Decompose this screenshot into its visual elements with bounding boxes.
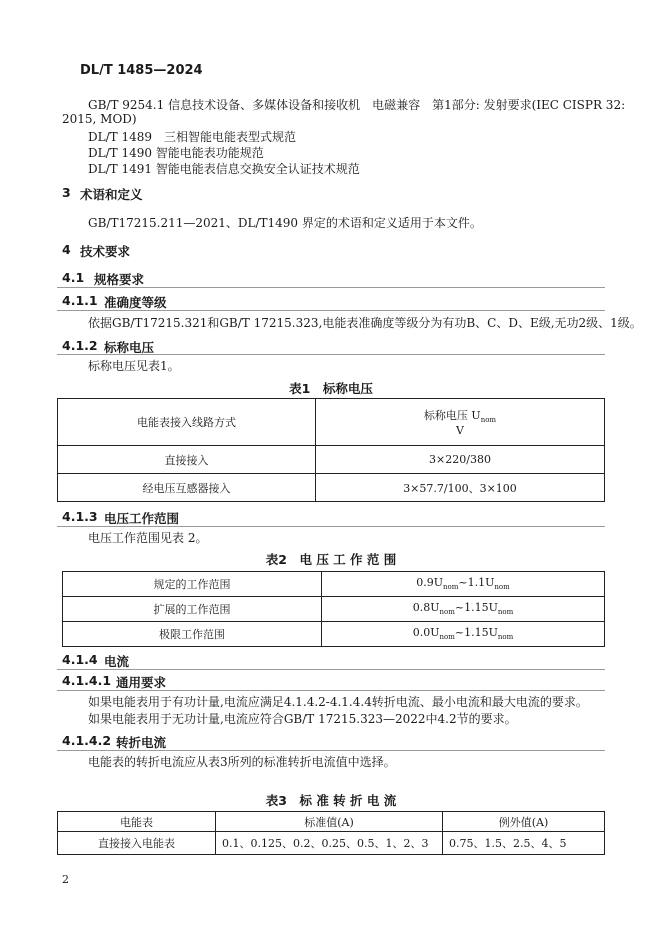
section-4-1-4-1-body-2: 如果电能表用于无功计量,电流应符合GB/T 17215.323—2022中4.2节的要求。 <box>88 712 517 726</box>
table-2-cell-range-name: 扩展的工作范围 <box>63 597 322 622</box>
section-3-number: 3 <box>62 185 71 200</box>
section-rule <box>57 287 605 288</box>
section-4-1-4-1-number: 4.1.4.1 <box>62 673 112 688</box>
reference-gbt9254-line2: 2015, MOD) <box>62 112 137 126</box>
section-4-1-2-body: 标称电压见表1。 <box>88 359 180 373</box>
section-3-body: GB/T17215.211—2021、DL/T1490 界定的术语和定义适用于本文件。 <box>88 216 482 230</box>
table-2 <box>62 571 605 647</box>
section-4-1-2-number: 4.1.2 <box>62 338 98 353</box>
section-4-1-title: 规格要求 <box>94 272 145 287</box>
section-rule <box>57 750 605 751</box>
table-3-cell-standard: 0.1、0.125、0.2、0.25、0.5、1、2、3 <box>216 832 443 855</box>
section-rule <box>57 310 605 311</box>
section-4-1-2-title: 标称电压 <box>104 340 155 355</box>
section-4-title: 技术要求 <box>80 244 131 259</box>
section-rule <box>57 354 605 355</box>
table-2-caption: 表2 电 压 工 作 范 围 <box>265 552 397 567</box>
table-3-header-standard: 标准值(A) <box>216 812 443 832</box>
section-rule <box>57 669 605 670</box>
section-4-1-1-number: 4.1.1 <box>62 293 98 308</box>
table-1-cell-voltage: 3×220/380 <box>316 446 605 474</box>
table-3-caption: 表3 标 准 转 折 电 流 <box>265 793 397 808</box>
reference-dlt1491: DL/T 1491 智能电能表信息交换安全认证技术规范 <box>88 162 360 176</box>
table-2-cell-range-name: 极限工作范围 <box>63 622 322 647</box>
table-1-cell-mode: 经电压互感器接入 <box>58 474 316 502</box>
section-4-1-4-1-title: 通用要求 <box>116 675 167 690</box>
section-rule <box>57 526 605 527</box>
table-1-cell-voltage: 3×57.7/100、3×100 <box>316 474 605 502</box>
section-4-1-3-number: 4.1.3 <box>62 509 98 524</box>
section-4-1-4-1-body-1: 如果电能表用于有功计量,电流应满足4.1.4.2-4.1.4.4转折电流、最小电流和最大电流的要求。 <box>88 695 588 709</box>
table-2-cell-range-value: $0.0U_{nom}\sim 1.15U_{nom}$ <box>322 622 605 647</box>
table-3-cell-exception: 0.75、1.5、2.5、4、5 <box>443 832 605 855</box>
reference-dlt1490: DL/T 1490 智能电能表功能规范 <box>88 146 264 160</box>
table-1-header-unit: V <box>456 424 464 438</box>
section-4-1-1-title: 准确度等级 <box>104 295 167 310</box>
reference-dlt1489: DL/T 1489 三相智能电能表型式规范 <box>88 130 296 144</box>
page-number: 2 <box>62 873 69 886</box>
table-3 <box>57 811 605 855</box>
table-1-caption: 表1 标称电压 <box>289 381 373 396</box>
section-4-1-number: 4.1 <box>62 270 85 285</box>
section-4-1-4-2-number: 4.1.4.2 <box>62 733 112 748</box>
section-4-number: 4 <box>62 242 71 257</box>
section-4-1-4-number: 4.1.4 <box>62 652 98 667</box>
table-1-cell-mode: 直接接入 <box>58 446 316 474</box>
section-rule <box>57 690 605 691</box>
table-1-header-voltage-sub: nom <box>480 416 497 425</box>
section-4-1-3-body: 电压工作范围见表 2。 <box>88 531 208 545</box>
section-4-1-4-2-title: 转折电流 <box>116 735 167 750</box>
section-4-1-4-2-body: 电能表的转折电流应从表3所列的标准转折电流值中选择。 <box>88 755 396 769</box>
table-1-header-voltage <box>316 399 605 446</box>
table-2-cell-range-name: 规定的工作范围 <box>63 572 322 597</box>
table-3-header-meter: 电能表 <box>58 812 216 832</box>
table-1-header-mode: 电能表接入线路方式 <box>58 399 316 446</box>
table-2-cell-range-value: $0.8U_{nom}\sim 1.15U_{nom}$ <box>322 597 605 622</box>
reference-gbt9254-line1: GB/T 9254.1 信息技术设备、多媒体设备和接收机 电磁兼容 第1部分: 发射要求(IEC CISPR 32: <box>88 98 626 112</box>
section-4-1-4-title: 电流 <box>104 654 130 669</box>
table-3-cell-meter: 直接接入电能表 <box>58 832 216 855</box>
section-3-title: 术语和定义 <box>80 187 143 202</box>
document-code-header: DL/T 1485—2024 <box>80 63 203 78</box>
section-4-1-3-title: 电压工作范围 <box>104 511 180 526</box>
table-1-header-voltage-label: 标称电压 U <box>423 408 481 422</box>
table-2-cell-range-value: $0.9U_{nom}\sim 1.1U_{nom}$ <box>322 572 605 597</box>
table-3-header-exception: 例外值(A) <box>443 812 605 832</box>
table-1 <box>57 398 605 502</box>
section-4-1-1-body: 依据GB/T17215.321和GB/T 17215.323,电能表准确度等级分为有功B、C、D、E级,无功2级、1级。 <box>88 316 642 330</box>
